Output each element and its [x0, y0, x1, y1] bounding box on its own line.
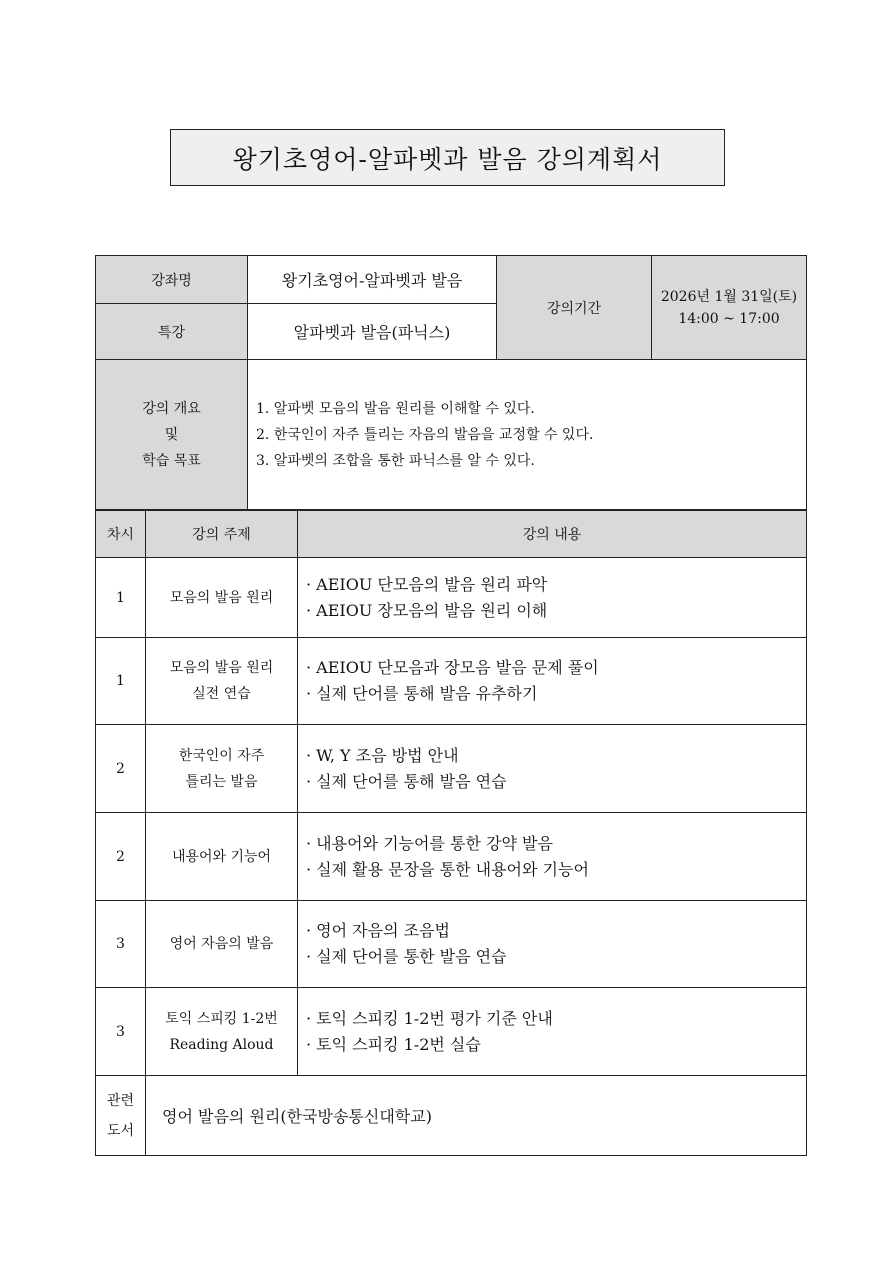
lesson-content [298, 725, 807, 813]
content-line: · 토익 스피킹 1-2번 실습 [306, 1034, 481, 1054]
lesson-topic [146, 901, 298, 988]
period-date: 2026년 1월 31일(토) [660, 288, 798, 305]
period-time: 14:00 ~ 17:00 [678, 310, 780, 327]
overview-label [96, 360, 248, 510]
topic-line: 한국인이 자주 [178, 747, 265, 764]
goal-item: 1. 알파벳 모음의 발음 원리를 이해할 수 있다. [256, 400, 535, 417]
course-name-label: 강좌명 [96, 256, 248, 304]
content-line: · 영어 자음의 조음법 [306, 921, 450, 940]
session-number: 2 [96, 725, 146, 813]
lesson-content [298, 638, 807, 725]
lesson-plan-table [95, 510, 807, 1156]
goal-item: 2. 한국인이 자주 틀리는 자음의 발음을 교정할 수 있다. [256, 426, 594, 443]
topic-line: 실전 연습 [192, 686, 251, 702]
goal-item: 3. 알파벳의 조합을 통한 파닉스를 알 수 있다. [256, 452, 535, 469]
session-number: 1 [96, 638, 146, 725]
content-line: · 실제 단어를 통해 발음 연습 [306, 771, 507, 791]
lesson-content [298, 558, 807, 638]
document-title: 왕기초영어-알파벳과 발음 강의계획서 [170, 129, 725, 186]
content-line: · AEIOU 장모음의 발음 원리 이해 [306, 600, 548, 620]
table-row [96, 813, 807, 901]
topic-line: 모음의 발음 원리 [169, 660, 274, 676]
session-number: 1 [96, 558, 146, 638]
session-number: 3 [96, 988, 146, 1076]
table-row [96, 638, 807, 725]
content-line: · 실제 단어를 통해 발음 유추하기 [306, 684, 538, 703]
header-session: 차시 [96, 511, 146, 558]
topic-line: 영어 자음의 발음 [169, 936, 274, 952]
content-line: · 내용어와 기능어를 통한 강약 발음 [306, 833, 553, 853]
period-label: 강의기간 [497, 256, 652, 360]
content-line: · AEIOU 단모음과 장모음 발음 문제 풀이 [306, 658, 599, 677]
lesson-topic [146, 813, 298, 901]
period-value [652, 256, 807, 360]
special-label: 특강 [96, 304, 248, 360]
topic-line: 모음의 발음 원리 [169, 589, 274, 606]
related-books-label-line2: 도서 [106, 1122, 135, 1139]
topic-line: 내용어와 기능어 [171, 848, 272, 865]
lesson-content [298, 813, 807, 901]
content-line: · 실제 단어를 통한 발음 연습 [306, 947, 507, 966]
table-row [96, 558, 807, 638]
overview-label-line3: 학습 목표 [142, 452, 201, 469]
course-info-table [95, 255, 807, 510]
content-line: · W, Y 조음 방법 안내 [306, 745, 459, 765]
table-row [96, 988, 807, 1076]
lesson-content [298, 901, 807, 988]
topic-line: Reading Aloud [169, 1036, 274, 1053]
course-name-value: 왕기초영어-알파벳과 발음 [248, 256, 497, 304]
table-row [96, 725, 807, 813]
session-number: 3 [96, 901, 146, 988]
overview-label-line1: 강의 개요 [142, 400, 201, 417]
session-number: 2 [96, 813, 146, 901]
lesson-topic [146, 725, 298, 813]
lesson-topic [146, 988, 298, 1076]
table-row [96, 901, 807, 988]
header-topic: 강의 주제 [146, 511, 298, 558]
header-content: 강의 내용 [298, 511, 807, 558]
related-books-label-line1: 관련 [106, 1092, 135, 1109]
lesson-content [298, 988, 807, 1076]
related-books-row [96, 1076, 807, 1156]
special-value: 알파벳과 발음(파닉스) [248, 304, 497, 360]
lesson-topic [146, 558, 298, 638]
content-line: · 토익 스피킹 1-2번 평가 기준 안내 [306, 1008, 553, 1028]
overview-label-line2: 및 [164, 426, 179, 443]
topic-line: 토익 스피킹 1-2번 [165, 1010, 278, 1027]
content-line: · 실제 활용 문장을 통한 내용어와 기능어 [306, 859, 589, 879]
content-line: · AEIOU 단모음의 발음 원리 파악 [306, 574, 548, 594]
learning-goals [248, 360, 807, 510]
topic-line: 틀리는 발음 [185, 773, 258, 790]
lesson-topic [146, 638, 298, 725]
related-books-value: 영어 발음의 원리(한국방송통신대학교) [146, 1076, 807, 1156]
related-books-label [96, 1076, 146, 1156]
